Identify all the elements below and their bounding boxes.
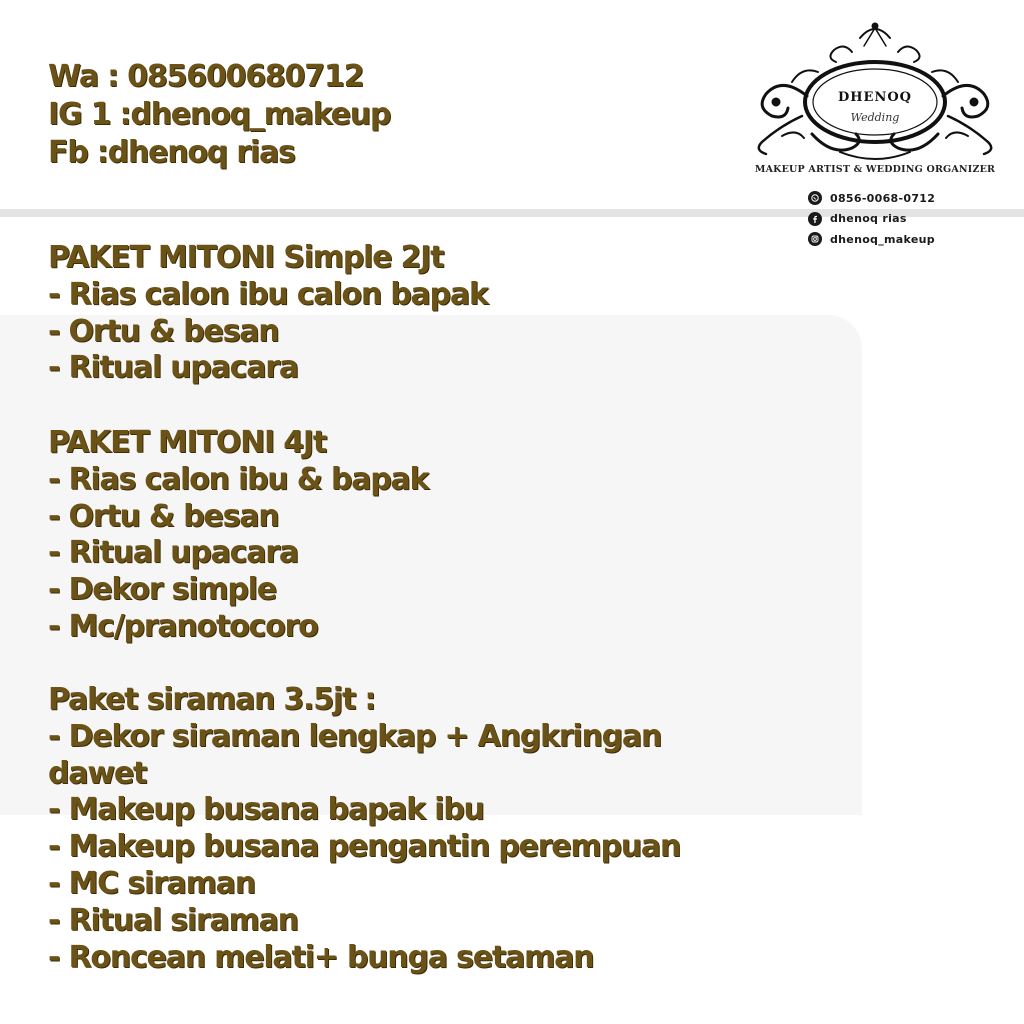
package-item: - Dekor simple — [48, 572, 276, 608]
package-item: - Makeup busana pengantin perempuan — [48, 829, 681, 865]
brand-name: DHENOQ — [838, 90, 912, 105]
brand-subtitle: Wedding — [850, 111, 900, 124]
package-siraman — [48, 682, 680, 976]
social-text-facebook: dhenoq rias — [830, 212, 907, 226]
package-mitoni-simple — [48, 240, 488, 387]
whatsapp-icon — [808, 191, 822, 205]
package-item: - Makeup busana bapak ibu — [48, 792, 484, 828]
contact-block — [48, 58, 390, 172]
package-item: - Ortu & besan — [48, 498, 279, 534]
package-item: - Roncean melati+ bunga setaman — [48, 939, 594, 975]
social-text-instagram: dhenoq_makeup — [830, 232, 935, 246]
package-item: - Ortu & besan — [48, 313, 279, 349]
package-mitoni-4jt — [48, 425, 428, 646]
package-item: dawet — [48, 755, 147, 791]
instagram-icon — [808, 232, 822, 246]
facebook-contact: Fb :dhenoq rias — [48, 135, 295, 170]
social-item-instagram — [808, 229, 935, 250]
brand-logo — [752, 16, 998, 176]
package-item: - Rias calon ibu & bapak — [48, 461, 429, 497]
facebook-icon — [808, 212, 822, 226]
package-item: - Ritual upacara — [48, 535, 298, 571]
package-item: - MC siraman — [48, 865, 255, 901]
instagram-contact: IG 1 :dhenoq_makeup — [48, 97, 391, 132]
whatsapp-contact: Wa : 085600680712 — [48, 59, 364, 94]
package-title: Paket siraman 3.5jt : — [48, 682, 376, 717]
social-item-facebook — [808, 209, 935, 230]
package-title: PAKET MITONI 4Jt — [48, 425, 326, 460]
social-list — [808, 188, 935, 250]
social-item-whatsapp — [808, 188, 935, 209]
package-item: - Ritual siraman — [48, 902, 298, 938]
brand-tagline: MAKEUP ARTIST & WEDDING ORGANIZER — [754, 164, 996, 175]
social-text-whatsapp: 0856-0068-0712 — [830, 191, 936, 205]
package-title: PAKET MITONI Simple 2Jt — [48, 240, 444, 275]
package-item: - Mc/pranotocoro — [48, 608, 318, 644]
package-item: - Ritual upacara — [48, 350, 298, 386]
package-item: - Dekor siraman lengkap + Angkringan — [48, 718, 662, 754]
package-item: - Rias calon ibu calon bapak — [48, 276, 488, 312]
